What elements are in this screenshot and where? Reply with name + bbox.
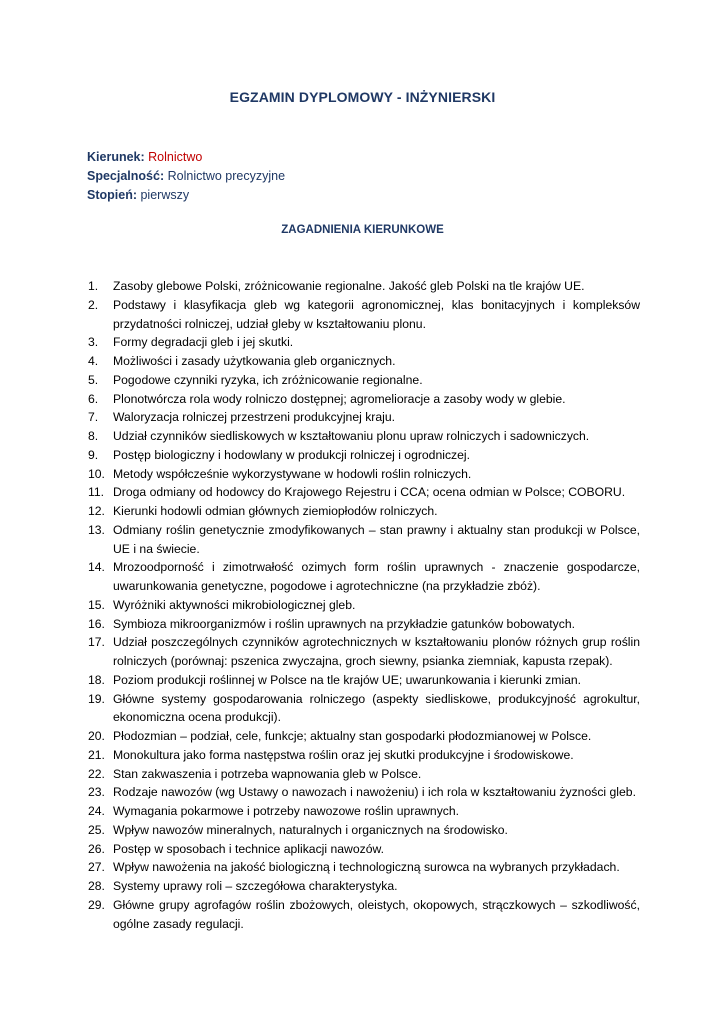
topic-number: 7. bbox=[88, 410, 99, 425]
topic-text: Wpływ nawożenia na jakość biologiczną i technologiczną surowca na wybranych przykładach. bbox=[113, 860, 620, 875]
topic-text: Metody współcześnie wykorzystywane w hodowli roślin rolniczych. bbox=[113, 466, 472, 481]
topic-text: Wpływ nawozów mineralnych, naturalnych i organicznych na środowisko. bbox=[113, 822, 508, 837]
document-meta bbox=[87, 148, 285, 205]
topic-number: 9. bbox=[88, 447, 99, 462]
topic-text: Podstawy i klasyfikacja gleb wg kategorii agronomicznej, klas bonitacyjnych i kompleksów przydatności rolniczej, udział gleby w kształtowaniu plonu. bbox=[113, 297, 640, 331]
topic-item bbox=[88, 633, 640, 671]
topic-text: Waloryzacja rolniczej przestrzeni produkcyjnej kraju. bbox=[113, 410, 395, 425]
topic-item bbox=[88, 896, 640, 934]
topic-text: Możliwości i zasady użytkowania gleb organicznych. bbox=[113, 354, 396, 368]
topic-number: 1. bbox=[88, 279, 99, 293]
topic-item bbox=[88, 502, 640, 521]
topic-number: 13. bbox=[88, 522, 105, 537]
topic-number: 4. bbox=[88, 354, 99, 368]
specjalnosc-label: Specjalność: bbox=[87, 169, 165, 183]
topic-number: 8. bbox=[88, 429, 99, 443]
topic-number: 15. bbox=[88, 597, 105, 612]
topic-item bbox=[88, 727, 640, 746]
topic-item bbox=[88, 821, 640, 840]
topic-text: Formy degradacji gleb i jej skutki. bbox=[113, 335, 294, 350]
topic-number: 28. bbox=[88, 879, 105, 893]
topic-text: Kierunki hodowli odmian głównych ziemiopłodów rolniczych. bbox=[113, 504, 438, 518]
topic-item bbox=[88, 671, 640, 690]
topic-number: 21. bbox=[88, 747, 105, 762]
topic-item bbox=[88, 371, 640, 390]
topic-number: 6. bbox=[88, 391, 99, 406]
topic-text: Systemy uprawy roli – szczegółowa charakterystyka. bbox=[113, 879, 398, 893]
topic-number: 27. bbox=[88, 860, 105, 875]
kierunek-label: Kierunek: bbox=[87, 150, 145, 164]
topic-item bbox=[88, 277, 640, 296]
stopien-value: pierwszy bbox=[140, 188, 190, 202]
topic-item bbox=[88, 596, 640, 615]
topic-number: 11. bbox=[88, 485, 105, 500]
topic-text: Plonotwórcza rola wody rolniczo dostępnej; agromelioracje a zasoby wody w glebie. bbox=[113, 391, 566, 406]
topic-number: 5. bbox=[88, 372, 99, 387]
topic-item bbox=[88, 465, 640, 484]
topic-number: 14. bbox=[88, 560, 105, 575]
meta-kierunek bbox=[87, 148, 285, 167]
topic-number: 2. bbox=[88, 297, 99, 312]
topic-text: Udział czynników siedliskowych w kształtowaniu plonu upraw rolniczych i sadowniczych. bbox=[113, 429, 590, 443]
topic-number: 20. bbox=[88, 729, 105, 743]
topic-list bbox=[88, 277, 640, 933]
topic-text: Mrozoodporność i zimotrwałość ozimych form roślin uprawnych - znaczenie gospodarcze, uwarunkowania genetyczne, pogodowe i agrotechniczne (na przykładzie zbóż). bbox=[113, 560, 640, 593]
page-title: EGZAMIN DYPLOMOWY - INŻYNIERSKI bbox=[229, 89, 496, 105]
topic-text: Stan zakwaszenia i potrzeba wapnowania gleb w Polsce. bbox=[113, 766, 422, 781]
topic-item bbox=[88, 427, 640, 446]
topic-item bbox=[88, 802, 640, 821]
topic-text: Udział poszczególnych czynników agrotechnicznych w kształtowaniu plonów różnych grup roślin rolniczych (porównaj: pszenica zwyczajna, groch siewny, psianka ziemniak, kapusta rzepak). bbox=[113, 635, 640, 668]
kierunek-value: Rolnictwo bbox=[148, 150, 203, 164]
topic-number: 24. bbox=[88, 804, 105, 818]
topic-item bbox=[88, 390, 640, 409]
topic-number: 22. bbox=[88, 766, 105, 781]
meta-stopien bbox=[87, 186, 285, 205]
topic-text: Pogodowe czynniki ryzyka, ich zróżnicowanie regionalne. bbox=[113, 372, 423, 387]
topic-text: Odmiany roślin genetycznie zmodyfikowanych – stan prawny i aktualny stan produkcji w Polsce, UE i na świecie. bbox=[113, 522, 640, 556]
topic-item bbox=[88, 615, 640, 634]
topic-number: 25. bbox=[88, 822, 105, 837]
topic-number: 29. bbox=[88, 897, 105, 912]
topic-text: Droga odmiany od hodowcy do Krajowego Rejestru i CCA; ocena odmian w Polsce; COBORU. bbox=[113, 485, 626, 500]
topic-item bbox=[88, 483, 640, 502]
topic-text: Główne grupy agrofagów roślin zbożowych, oleistych, okopowych, strączkowych – szkodliwość, ogólne zasady regulacji. bbox=[113, 897, 640, 931]
topic-number: 12. bbox=[88, 504, 105, 518]
topic-number: 26. bbox=[88, 841, 105, 856]
topic-number: 19. bbox=[88, 691, 105, 706]
topic-text: Główne systemy gospodarowania rolniczego (aspekty siedliskowe, produkcyjność agrokultur, ekonomiczna ocena produkcji). bbox=[113, 691, 640, 725]
topic-item bbox=[88, 746, 640, 765]
section-title: ZAGADNIENIA KIERUNKOWE bbox=[281, 224, 444, 236]
topic-item bbox=[88, 333, 640, 352]
topic-number: 23. bbox=[88, 785, 105, 800]
topic-text: Postęp biologiczny i hodowlany w produkcji rolniczej i ogrodniczej. bbox=[113, 447, 471, 462]
topic-item bbox=[88, 446, 640, 465]
topic-item bbox=[88, 858, 640, 877]
topic-text: Zasoby glebowe Polski, zróżnicowanie regionalne. Jakość gleb Polski na tle krajów UE. bbox=[113, 279, 585, 293]
topic-text: Wymagania pokarmowe i potrzeby nawozowe roślin uprawnych. bbox=[113, 804, 460, 818]
topic-item bbox=[88, 840, 640, 859]
meta-specjalnosc bbox=[87, 167, 285, 186]
topic-item bbox=[88, 521, 640, 559]
topic-number: 17. bbox=[88, 635, 105, 650]
topic-number: 18. bbox=[88, 672, 105, 687]
topic-item bbox=[88, 877, 640, 896]
topic-text: Symbioza mikroorganizmów i roślin uprawnych na przykładzie gatunków bobowatych. bbox=[113, 616, 575, 631]
topic-number: 3. bbox=[88, 335, 99, 350]
topic-text: Wyróżniki aktywności mikrobiologicznej gleb. bbox=[113, 597, 356, 612]
specjalnosc-value: Rolnictwo precyzyjne bbox=[167, 169, 286, 183]
topic-text: Płodozmian – podział, cele, funkcje; aktualny stan gospodarki płodozmianowej w Polsce. bbox=[113, 729, 592, 743]
topic-item bbox=[88, 408, 640, 427]
topic-item bbox=[88, 296, 640, 334]
topic-item bbox=[88, 765, 640, 784]
topic-item bbox=[88, 558, 640, 596]
topic-item bbox=[88, 352, 640, 371]
topic-text: Postęp w sposobach i technice aplikacji nawozów. bbox=[113, 841, 384, 856]
topic-number: 16. bbox=[88, 616, 105, 631]
topic-text: Rodzaje nawozów (wg Ustawy o nawozach i nawożeniu) i ich rola w kształtowaniu żyzności gleb. bbox=[113, 785, 636, 800]
stopien-label: Stopień: bbox=[87, 188, 137, 202]
topic-number: 10. bbox=[88, 466, 105, 481]
topic-text: Poziom produkcji roślinnej w Polsce na tle krajów UE; uwarunkowania i kierunki zmian. bbox=[113, 672, 582, 687]
topic-item bbox=[88, 783, 640, 802]
topic-item bbox=[88, 690, 640, 728]
topic-text: Monokultura jako forma następstwa roślin oraz jej skutki produkcyjne i środowiskowe. bbox=[113, 747, 574, 762]
